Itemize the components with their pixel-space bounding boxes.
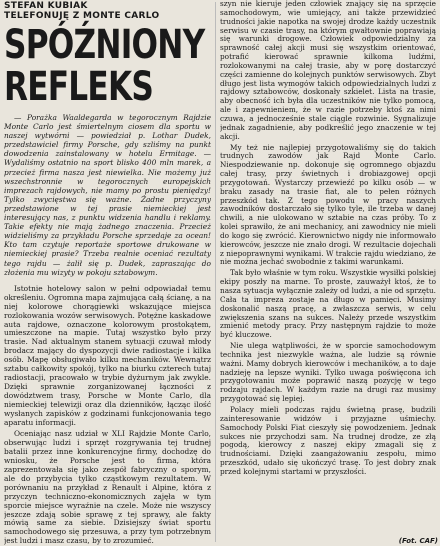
body-paragraph: Oceniając nasz udział w XLI Rajdzie Monte Carlo, obserwując ludzi i sprzęt rozgrywania tej trudnej batalii przez inne konkurencyjne firmy, dochodzę do wniosku, że Porsche jest to firma, która zaprezentowała się jako zespół fabryczny o sporym, ale do przybycia tylko cząstkowym rezultatem. W porównaniu na przykład z Renault i Alpine, która z przyczyn techniczno-ekonomicznych zajęła w tym sporcie miejsce wyraźnie na czele. Może nie wszyscy jeszcze zdają sobie sprawę z tej sprawy, ale fakty mówią same za siebie. Dzisiejszy świat sportu samochodowego się przesuwa, a przy tym potrzebnym jest ludzi i masz czasu, by to zrozumieć. — [4, 428, 211, 546]
body-paragraph: Nie ulega wątpliwości, że w sporcie samochodowym technika jest niezwykle ważna, ale ludzie są równie ważni. Mamy dobrych kierowców i mechaników, a to daje nadzieję na lepsze wyniki. Tylko uwaga poświęcona ich przygotowaniu może poprawić naszą pozycję w tego rodzaju rajdach. W każdym razie na drugi raz musimy przygotować się lepiej. — [220, 341, 436, 404]
right-column — [220, 0, 436, 546]
article-kicker: TELEFONUJĘ Z MONTE CARLO — [4, 11, 160, 21]
photo-credit: (Fot. CAF) — [398, 537, 438, 545]
left-column — [4, 0, 211, 546]
lead-paragraph: — Porażka Waaldegarda w tegorocznym Rajdzie Monte Carlo jest śmiertelnym ciosem dla sportu w naszej wytwórni — powiedział p. Lothar Dudek, przedstawiciel firmy Porsche, gdy szliśmy na punkt dowodzenia zainstalowany w hotelu Ermitage. — Wydaliśmy ostatnio na sport blisko 400 mln marek, a przecież firma nasza jest niewielka. Nie możemy już wszechstronnie w tegorocznych europejskich imprezach rajdowych, nie mamy po prostu pieniędzy! Tylko zwycięstwa się ważne. Żadne przyczyny przedstawione w tej prasie niemieckiej jest interesujący nas, z punktu widzenia handlu i reklamy. Takie efekty nie mają żadnego znaczenia. Przecież widzieliśmy za przykładu Porsche sprzedaje za ocean! Kto tam czytuje reportaże sportowe drukowane w niemieckiej prasie? Trzeba realnie oceniać rezultaty tego rajdu — żalił się p. Dudek, zapraszając do złożenia mu wizyty w pokoju sztabowym. — [4, 113, 211, 277]
body-paragraph: Istotnie hotelowy salon w pełni odpowiadał temu określeniu. Ogromna mapa zajmująca całą ścianę, a na niej kolorowe chorągiewki wskazujące miejsca rozlokowania wozów serwisowych. Potężne kaskadowe auta rajdowe, oznaczone kolorowym prostokątem, umieszczone na mapie. Tutaj wszystko było przy trasie. Nad aktualnym stanem sytuacji czuwał młody brodacz mający do dyspozycji dwie radiostacje i kilka osób. Mapę obsługiwało kilku mechaników. Wewnątrz sztabu całkowity spokój, tylko na biurku czterech tutaj radiostacji, pracowało w trybie dyżurnym jak zwykle. Dzięki sprawnie zorganizowanej łączności z dowództwem trasy, Porsche w Monte Carlo, dla niemieckiej telewizji oraz dla dzienników, łącząc ilość wysłanych zapisków z godzinami funkcjonowania tego aparatu informacji. — [4, 283, 211, 427]
author-byline: STEFAN KUBIAK — [4, 1, 88, 11]
body-paragraph: Tak było właśnie w tym roku. Wszystkie wysiłki polskiej ekipy poszły na marne. To proste, zauważył ktoś, że to nasza sytuacja wyłącznie zależy od ludzi, a nie od sprzętu. Cała ta impreza zostaje na długo w pamięci. Musimy doskonalić naszą pracę, a zwłaszcza serwis, w celu zwiększenia szans na sukces. Należy przede wszystkim zmienić metody pracy. Przy następnym rajdzie to może być kluczowe. — [220, 268, 436, 340]
column-divider — [215, 2, 216, 542]
body-paragraph: My też nie najlepiej przygotowaliśmy się do takich trudnych zawodów jak Rajd Monte Carlo. Niespodziewanie np. dokonuje się ogromnego objazdu całej trasy, przy świetnych i drobiazgowej opcji przygotowań. Wystarczy przewieźć po kilku osób — w braku zasady na trasie fiat, ale to pełen różnych przeszkód tak. Z tego powodu w pracy naszych zawodników dostarczało się tylko tyle, ile trzeba w danej chwili, a nie ulokowano w sztabie na czas próby. To z kolei sprawiło, że ani mechanicy, ani zawodnicy nie mieli do kogo się zwrócić. Kierownictwo nigdy nie informowało kierowców, jeszcze nie znało drogi. W rezultacie dojechali z niepoprawnymi wynikami. W trakcie rajdu wiedziano, że nie można jechać swobodnie z takimi warunkami. — [220, 142, 436, 267]
body-paragraph: szyn nie kieruje jeden człowiek znający się na sprzęcie samochodowym, wie umiejący, ani także przewidzieć trudności jakie napotka na swojej drodze każdy uczestnik serwisu w czasie trasy, na którym gwałtownie poprawiają się warunki drogowe. Człowiek odpowiedzialny za sprawność całej akcji musi się wszystkim orientować, potrafić kierować sprawnie kilkoma ludźmi, rozlokowanymi na całej trasie, aby w porę dostarczyć części zamienne do kolejnych punktów serwisowych. Zbyt długo jest lista wymogów takich odpowiedzialnych ludzi z rajdowy sztabowców, doskonały szkielet. Lista na trasie, aby obecność ich była dla uczestników nie tylko pomocą, ale i zapewnieniem, że w razie potrzeby ktoś za nimi czuwa, a jednocześnie stale ciągle rozwinie. Sygnalizuje jednak zagadnienie, aby podkreślić jego znaczenie w tej akcji. — [220, 0, 436, 141]
headline-line-2: REFLEKS — [4, 64, 154, 110]
body-paragraph: Polacy mieli podczas rajdu świetną prasę, budzili zainteresowanie widzów i przyjazne uśmiechy. Samochody Polski Fiat cieszyły się powodzeniem. Jednak sukces nie przychodzi sam. Na trudnej drodze, ze złą pogodą, kierowcy z naszej ekipy zmagali się z trudnościami. Dzięki zaangażowaniu zespołu, mimo przeszkód, udało się ukończyć trasę. To jest dobry znak przed kolejnymi startami w przyszłości. — [220, 404, 436, 476]
headline-line-1: SPÓŹNIONY — [4, 22, 205, 68]
